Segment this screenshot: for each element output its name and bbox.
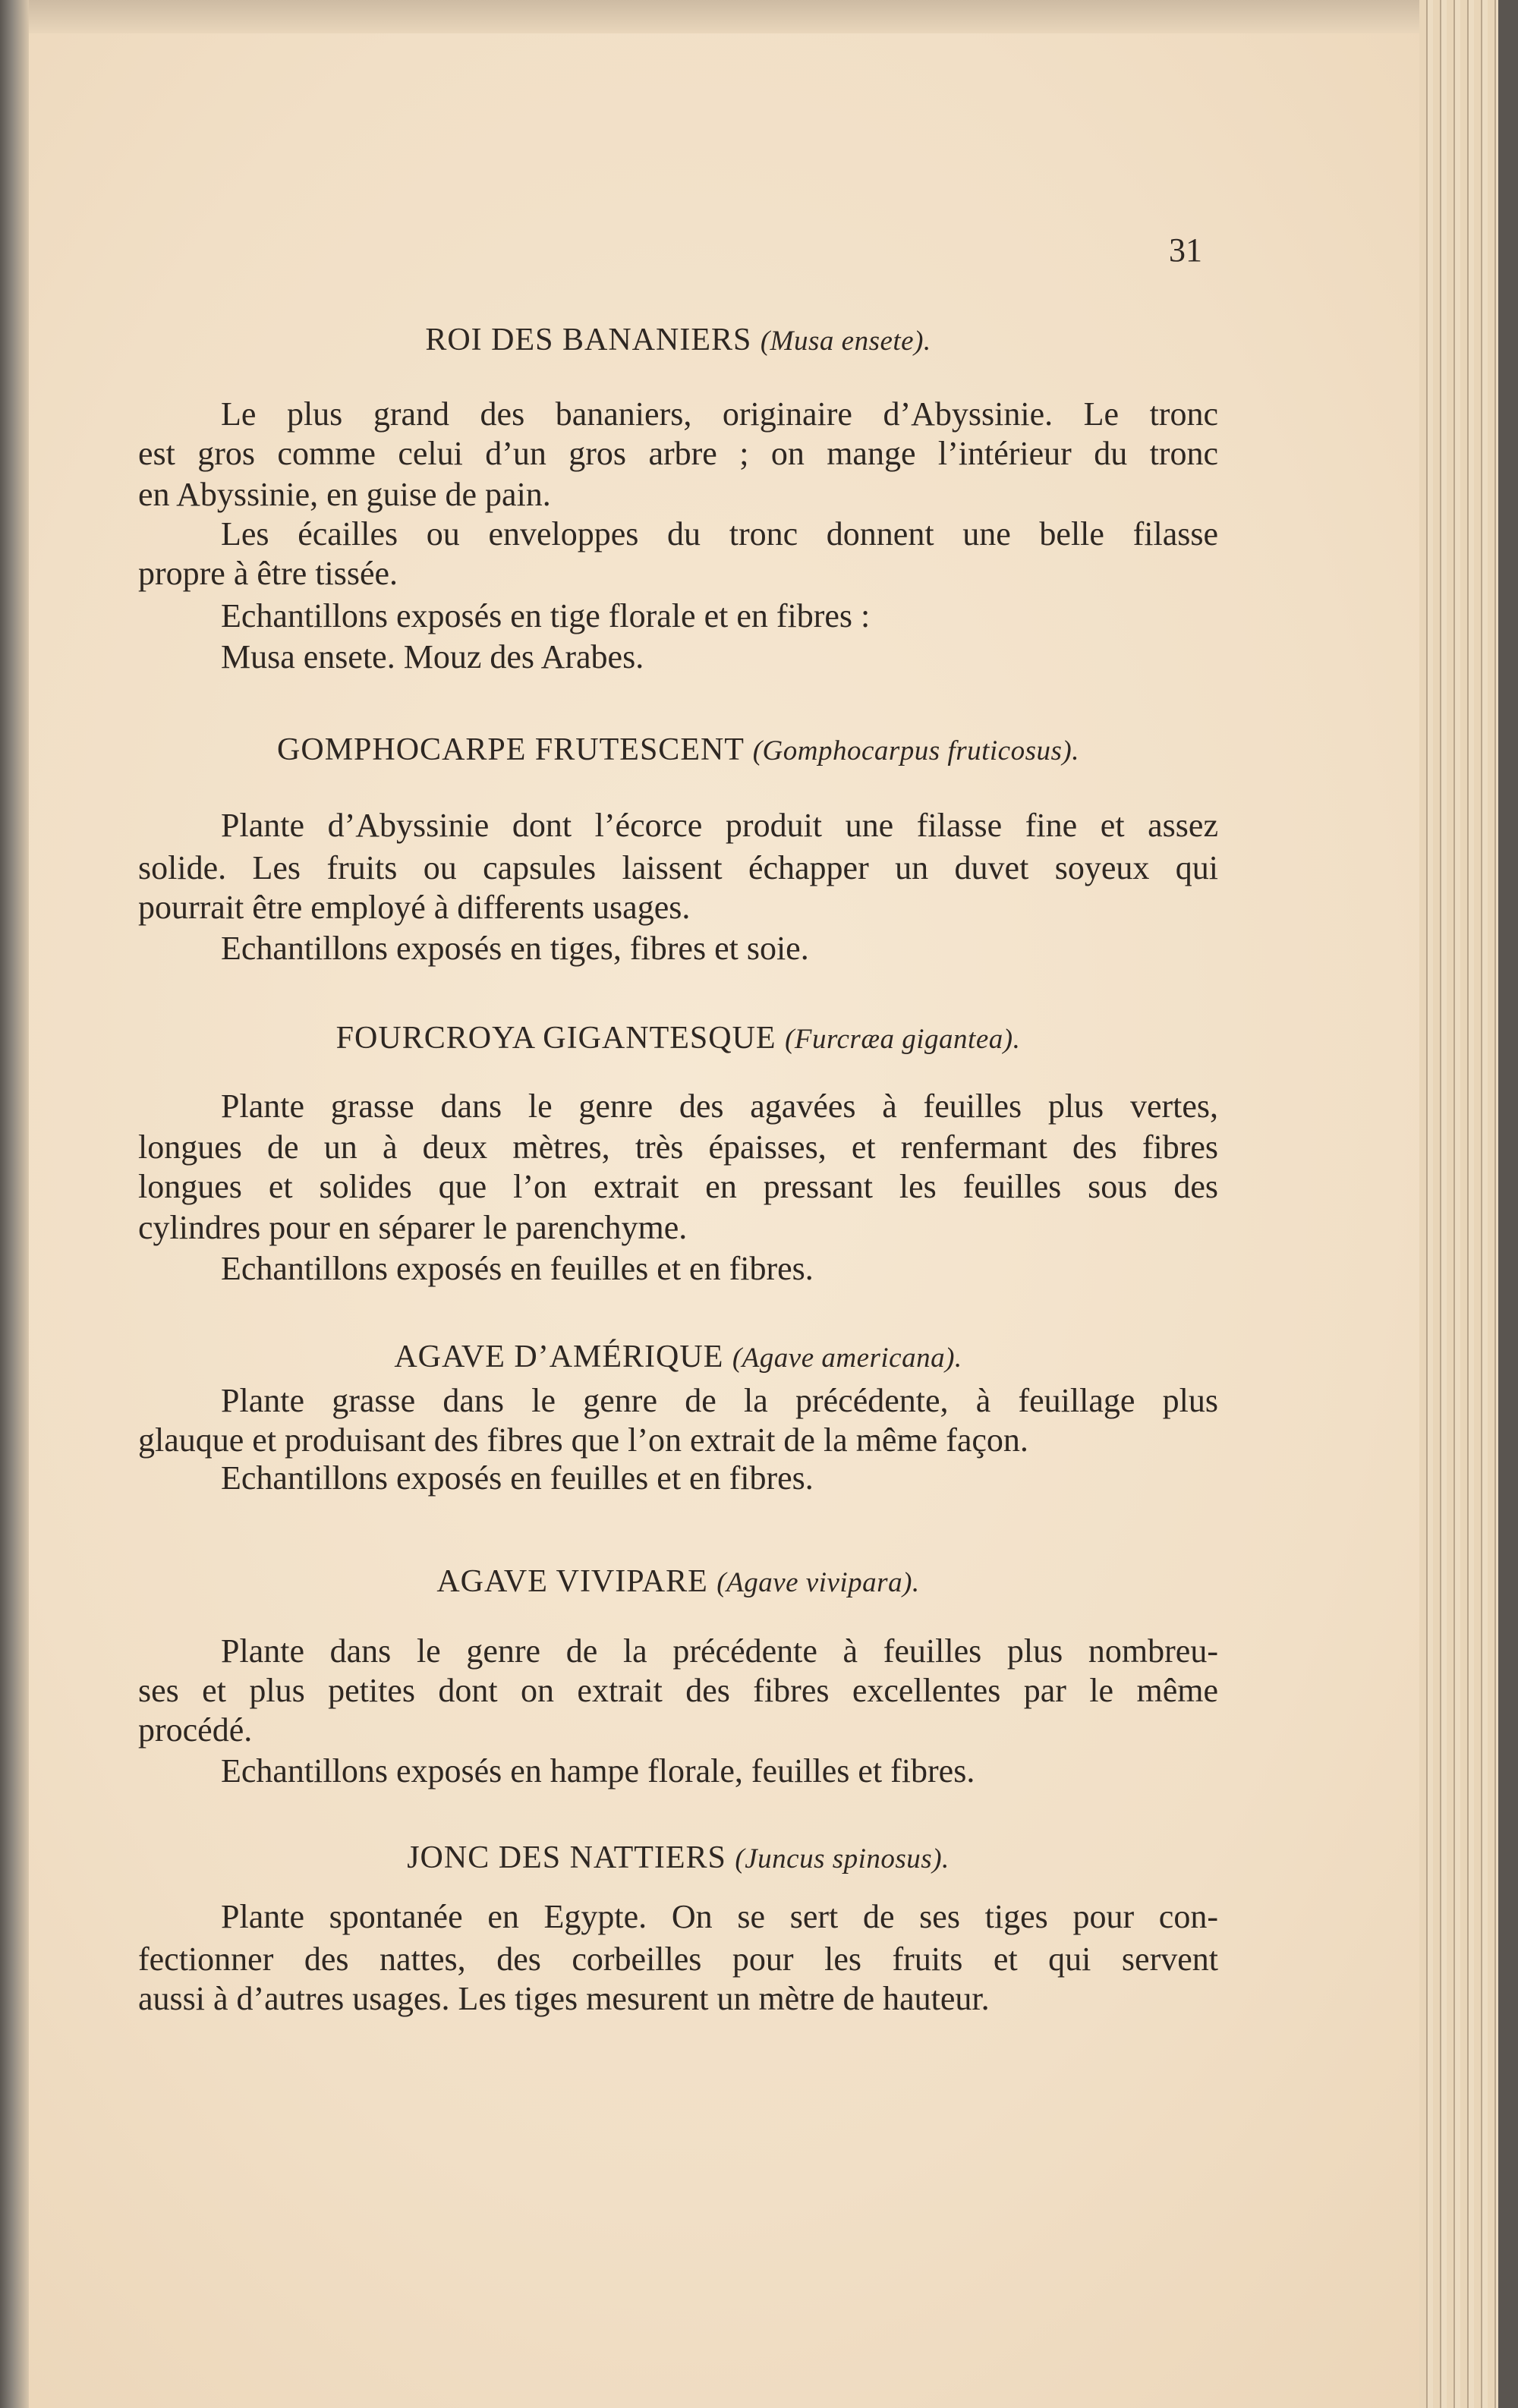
text-line: longues de un à deux mètres, très épaisses, et renfermant des fibres	[138, 1128, 1218, 1166]
heading-latin-name: (Musa ensete).	[760, 326, 931, 357]
text-line: Le plus grand des bananiers, originaire d’Abyssinie. Le tronc	[221, 395, 1218, 433]
text-line: glauque et produisant des fibres que l’on extrait de la même façon.	[138, 1421, 1028, 1459]
text-line: longues et solides que l’on extrait en pressant les feuilles sous des	[138, 1168, 1218, 1205]
section-heading	[138, 319, 1218, 363]
section-heading	[138, 729, 1218, 773]
text-line: Plante grasse dans le genre de la précédente, à feuillage plus	[221, 1382, 1218, 1419]
heading-latin-name: (Agave vivipara).	[716, 1567, 920, 1598]
text-line: Plante spontanée en Egypte. On se sert de ses tiges pour con-	[221, 1898, 1218, 1935]
text-line: Plante grasse dans le genre des agavées à feuilles plus vertes,	[221, 1088, 1218, 1125]
heading-title: FOURCROYA GIGANTESQUE	[335, 1021, 776, 1056]
text-line: cylindres pour en séparer le parenchyme.	[138, 1209, 688, 1246]
text-line: en Abyssinie, en guise de pain.	[138, 476, 551, 513]
text-line: solide. Les fruits ou capsules laissent échapper un duvet soyeux qui	[138, 849, 1218, 886]
text-line: Plante dans le genre de la précédente à feuilles plus nombreu-	[221, 1632, 1218, 1670]
text-line: Les écailles ou enveloppes du tronc donnent une belle filasse	[221, 515, 1218, 552]
text-line: procédé.	[138, 1711, 253, 1749]
book-gutter-edge	[0, 0, 29, 2408]
text-line: Echantillons exposés en feuilles et en fibres.	[221, 1459, 814, 1497]
heading-latin-name: (Gomphocarpus fruticosus).	[752, 735, 1079, 766]
text-line: Echantillons exposés en hampe florale, feuilles et fibres.	[221, 1752, 975, 1789]
heading-title: AGAVE VIVIPARE	[436, 1564, 708, 1599]
text-line: Echantillons exposés en tige florale et en fibres :	[221, 597, 871, 634]
text-line: Echantillons exposés en tiges, fibres et soie.	[221, 930, 809, 967]
heading-latin-name: (Juncus spinosus).	[735, 1843, 950, 1874]
heading-title: AGAVE D’AMÉRIQUE	[394, 1339, 724, 1374]
section-heading	[138, 1560, 1218, 1604]
text-line: fectionner des nattes, des corbeilles pour les fruits et qui servent	[138, 1941, 1218, 1978]
text-line: Musa ensete. Mouz des Arabes.	[221, 638, 644, 675]
heading-latin-name: (Agave americana).	[732, 1342, 962, 1374]
heading-title: JONC DES NATTIERS	[407, 1840, 726, 1875]
text-line: ses et plus petites dont on extrait des fibres excellentes par le même	[138, 1672, 1218, 1709]
heading-title: ROI DES BANANIERS	[425, 323, 752, 357]
text-line: propre à être tissée.	[138, 555, 398, 592]
heading-latin-name: (Furcræa gigantea).	[785, 1024, 1021, 1055]
text-line: Echantillons exposés en feuilles et en fibres.	[221, 1250, 814, 1287]
page-top-edge	[0, 0, 1442, 33]
page-number: 31	[1169, 231, 1202, 269]
text-line: Plante d’Abyssinie dont l’écorce produit une filasse fine et assez	[221, 807, 1218, 844]
section-heading	[138, 1017, 1218, 1061]
text-line: aussi à d’autres usages. Les tiges mesurent un mètre de hauteur.	[138, 1980, 990, 2017]
section-heading	[138, 1837, 1218, 1881]
heading-title: GOMPHOCARPE FRUTESCENT	[277, 732, 745, 767]
text-line: pourrait être employé à differents usages.	[138, 889, 691, 926]
book-cover-edge	[1498, 0, 1518, 2408]
section-heading	[138, 1336, 1218, 1380]
text-line: est gros comme celui d’un gros arbre ; on mange l’intérieur du tronc	[138, 435, 1218, 472]
